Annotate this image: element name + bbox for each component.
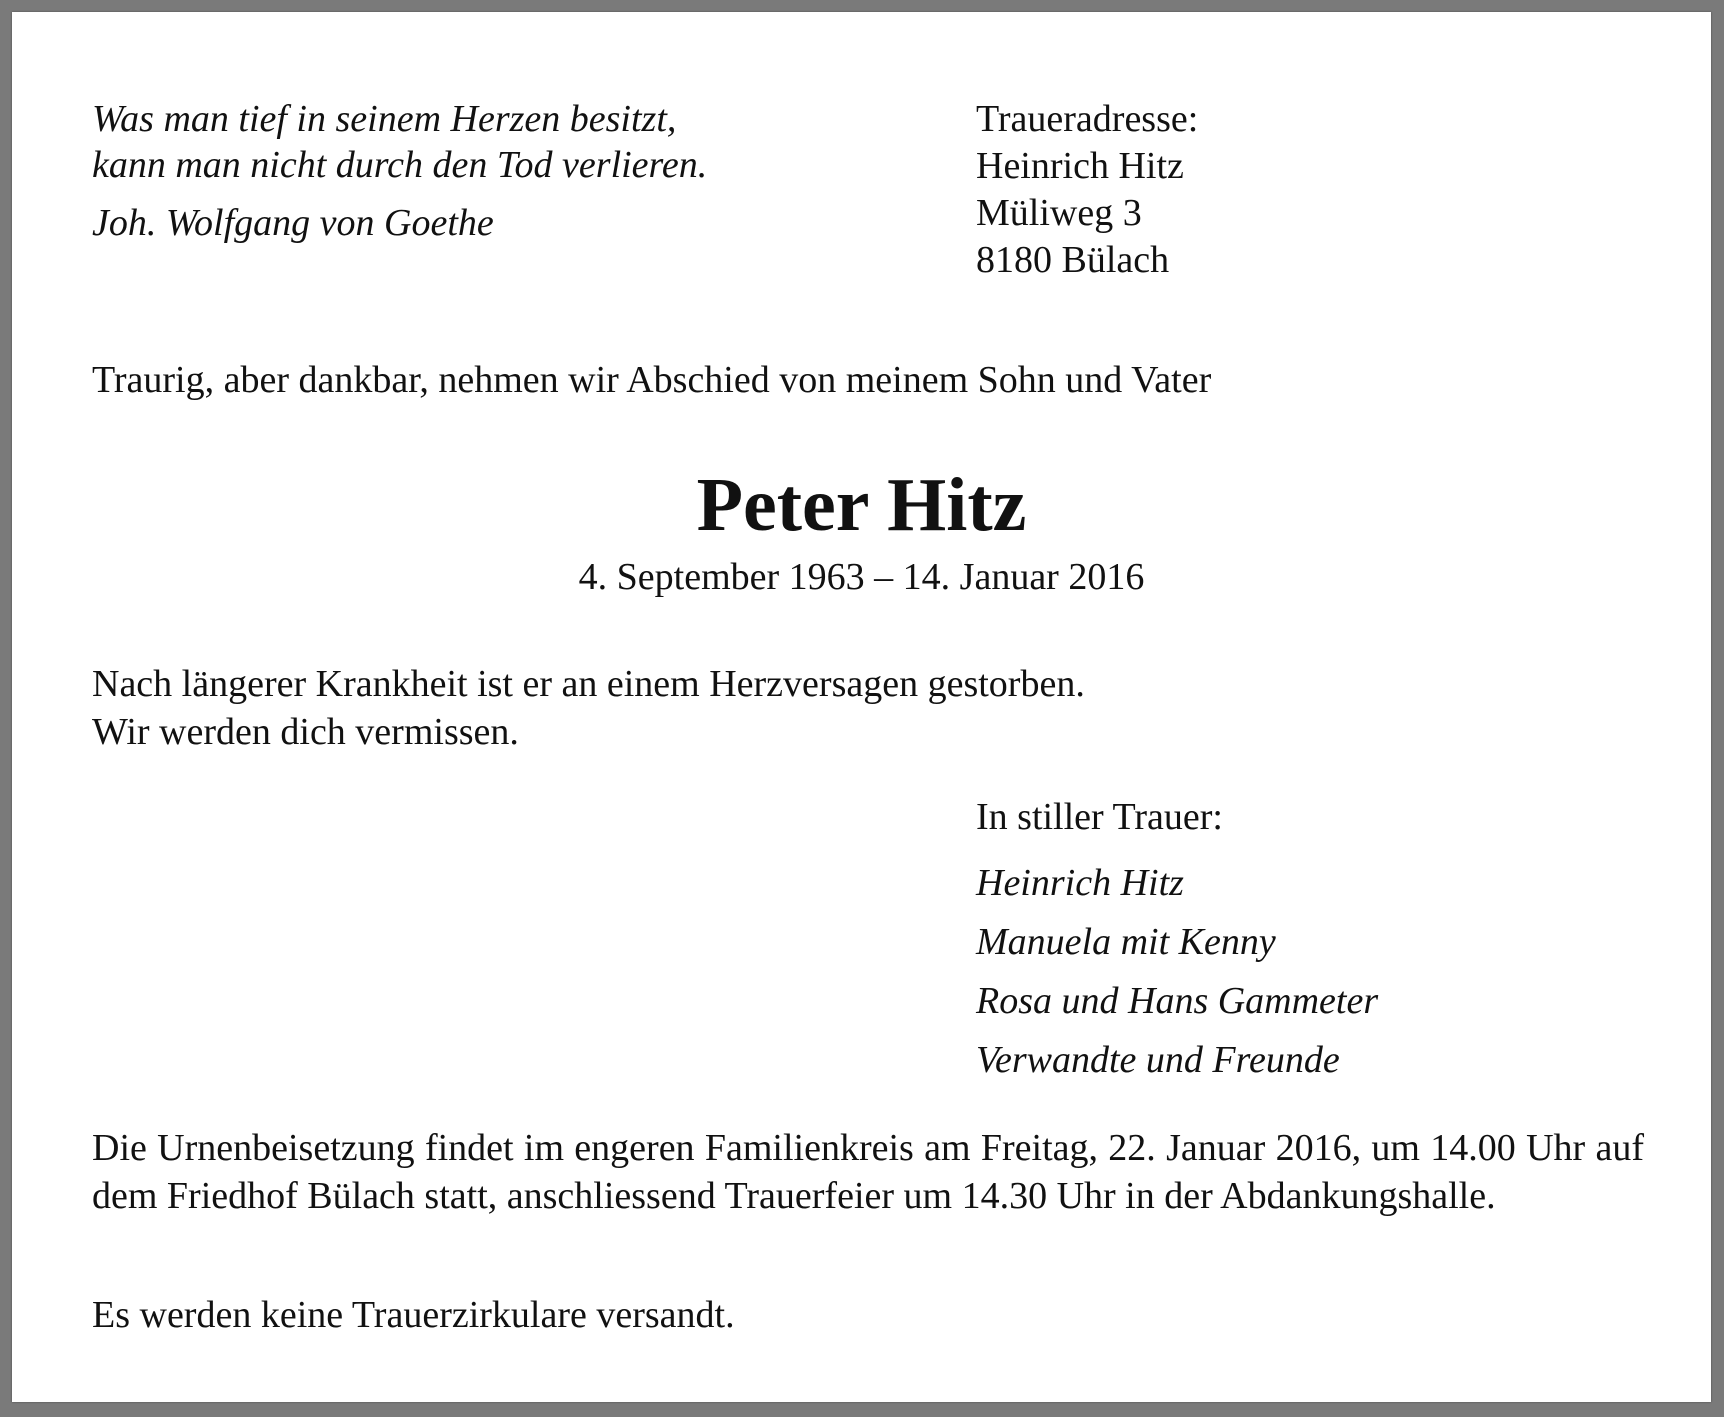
mourner-name: Rosa und Hans Gammeter [976,980,1379,1022]
address-street: Müliweg 3 [976,192,1142,234]
no-circulars-note: Es werden keine Trauerzirkulare versandt. [92,1294,735,1336]
mourners-heading: In stiller Trauer: [976,796,1223,838]
mourners-block [976,794,1378,1090]
mourner-name: Manuela mit Kenny [976,921,1276,963]
quote-author: Joh. Wolfgang von Goethe [92,202,494,244]
mourner-name: Verwandte und Freunde [976,1039,1340,1081]
mourning-address [976,96,1198,284]
cause-line: Wir werden dich vermissen. [92,711,519,753]
cause-line: Nach längerer Krankheit ist er an einem Herzversagen gestorben. [92,663,1085,705]
obituary-notice [12,12,1711,1402]
intro-text: Traurig, aber dankbar, nehmen wir Abschied von meinem Sohn und Vater [92,359,1212,401]
quote-line: Was man tief in seinem Herzen besitzt, [92,98,677,140]
deceased-name: Peter Hitz [696,463,1027,547]
cause-text [92,660,1085,756]
quote-line: kann man nicht durch den Tod verlieren. [92,144,708,186]
address-label: Traueradresse: [976,98,1199,140]
address-name: Heinrich Hitz [976,145,1184,187]
life-dates: 4. September 1963 – 14. Januar 2016 [578,556,1145,598]
goethe-quote [92,96,707,246]
ceremony-details: Die Urnenbeisetzung findet im engeren Familienkreis am Freitag, 22. Januar 2016, um 14.00 Uhr auf dem Friedhof Bülach statt, anschliessend Trauerfeier um 14.30 Uhr in der Abdankungshalle. [92,1127,1644,1217]
mourner-name: Heinrich Hitz [976,862,1184,904]
address-city: 8180 Bülach [976,239,1170,281]
